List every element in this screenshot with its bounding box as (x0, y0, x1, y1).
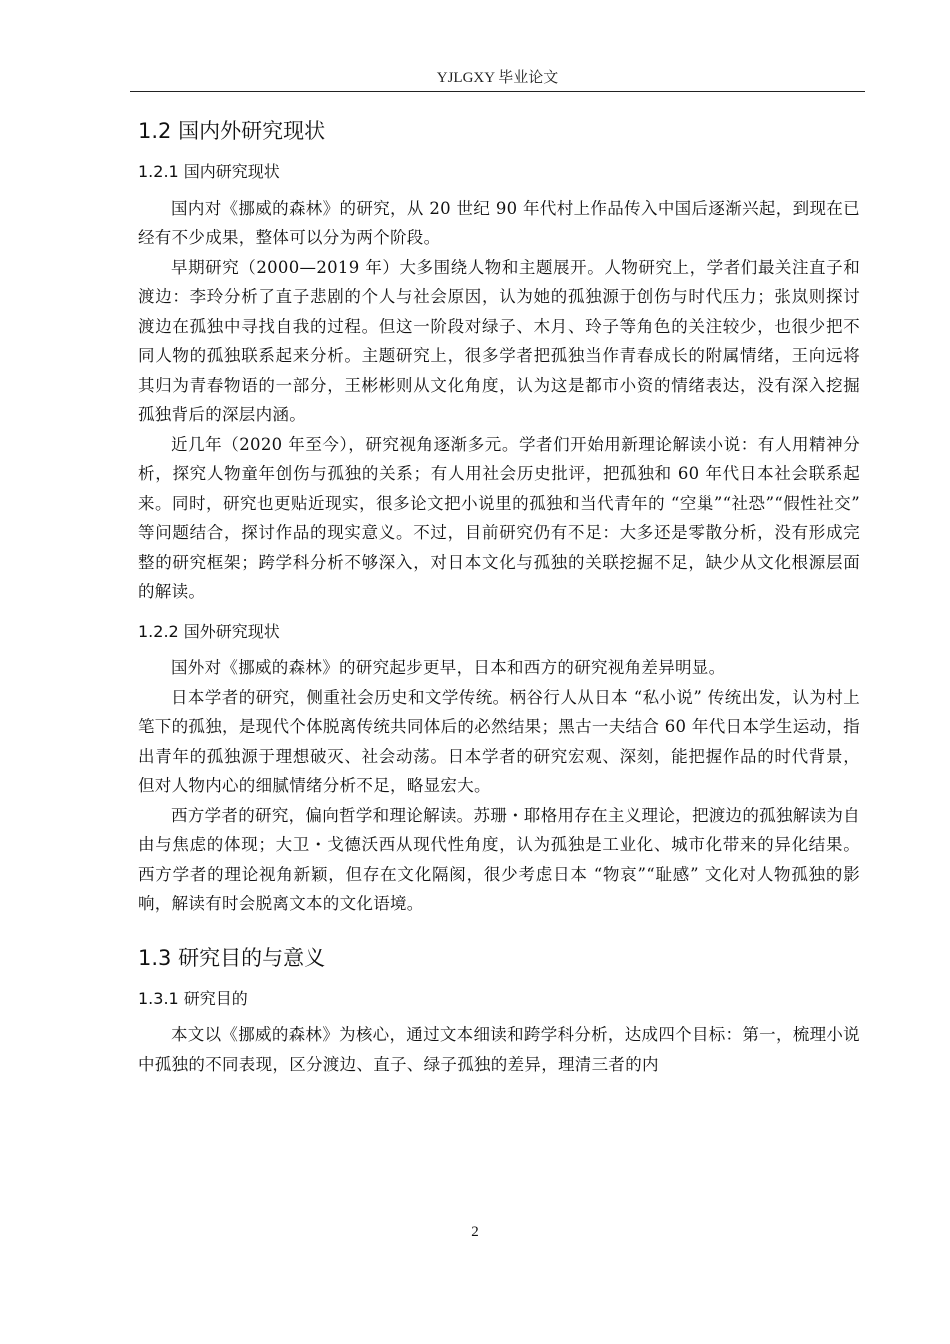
paragraph: 日本学者的研究，侧重社会历史和文学传统。柄谷行人从日本 “私小说” 传统出发，认为村上笔下的孤独，是现代个体脱离传统共同体后的必然结果；黑古一夫结合 60 年代日本学生运动，指出青年的孤独源于理想破灭、社会动荡。日本学者的研究宏观、深刻，能把握作品的时代背景，但对人物内心的细腻情绪分析不足，略显宏大。 (138, 687, 860, 796)
section-heading-1-3: 1.3 研究目的与意义 (138, 945, 326, 970)
header-rule (130, 91, 865, 92)
subsection-heading-1-3-1: 1.3.1 研究目的 (138, 988, 248, 1008)
subsection-heading-1-2-2: 1.2.2 国外研究现状 (138, 621, 280, 641)
page-number: 2 (471, 1224, 479, 1240)
section-heading-1-2: 1.2 国内外研究现状 (138, 119, 326, 143)
subsection-heading-1-2-1: 1.2.1 国内研究现状 (138, 162, 280, 182)
page-body (138, 108, 860, 1079)
paragraph: 国外对《挪威的森林》的研究起步更早，日本和西方的研究视角差异明显。 (171, 658, 726, 678)
paragraph: 国内对《挪威的森林》的研究，从 20 世纪 90 年代村上作品传入中国后逐渐兴起，到现在已经有不少成果，整体可以分为两个阶段。 (138, 198, 860, 248)
paragraph: 西方学者的研究，偏向哲学和理论解读。苏珊・耶格用存在主义理论，把渡边的孤独解读为自由与焦虑的体现；大卫・戈德沃西从现代性角度，认为孤独是工业化、城市化带来的异化结果。西方学者的理论视角新颖，但存在文化隔阂，很少考虑日本 “物哀”“耻感” 文化对人物孤独的影响，解读有时会脱离文本的文化语境。 (138, 805, 860, 914)
paragraph: 近几年（2020 年至今），研究视角逐渐多元。学者们开始用新理论解读小说：有人用精神分析，探究人物童年创伤与孤独的关系；有人用社会历史批评，把孤独和 60 年代日本社会联系起来。同时，研究也更贴近现实，很多论文把小说里的孤独和当代青年的 “空巢”“社恐”“假性社交” 等问题结合，探讨作品的现实意义。不过，目前研究仍有不足：大多还是零散分析，没有形成完整的研究框架；跨学科分析不够深入，对日本文化与孤独的关联挖掘不足，缺少从文化根源层面的解读。 (138, 434, 860, 602)
paragraph: 早期研究（2000—2019 年）大多围绕人物和主题展开。人物研究上，学者们最关注直子和渡边：李玲分析了直子悲剧的个人与社会原因，认为她的孤独源于创伤与时代压力；张岚则探讨渡边在孤独中寻找自我的过程。但这一阶段对绿子、木月、玲子等角色的关注较少，也很少把不同人物的孤独联系起来分析。主题研究上，很多学者把孤独当作青春成长的附属情绪，王向远将其归为青春物语的一部分，王彬彬则从文化角度，认为这是都市小资的情绪表达，没有深入挖掘孤独背后的深层内涵。 (138, 257, 860, 425)
running-header: YJLGXY 毕业论文 (436, 70, 559, 86)
paragraph: 本文以《挪威的森林》为核心，通过文本细读和跨学科分析，达成四个目标：第一，梳理小说中孤独的不同表现，区分渡边、直子、绿子孤独的差异，理清三者的内 (138, 1025, 860, 1074)
